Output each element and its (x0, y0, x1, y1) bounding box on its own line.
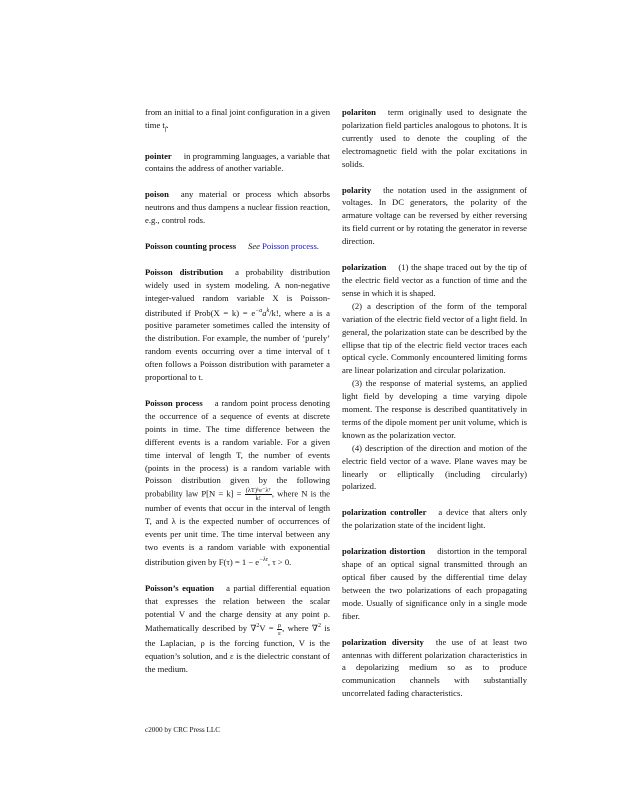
definition-pointer: in programming languages, a variable that contains the address of another variable. (145, 150, 330, 174)
term-polarization: polarization (342, 262, 387, 273)
term-polariton: polariton (342, 107, 376, 117)
term-poison: poison (145, 189, 169, 200)
fraction-numerator: (λT)ᵏe⁻λᵀ (245, 487, 271, 495)
definition-poisson-distribution-3: /k!, where a is a positive parameter sometimes called the intensity of the distribution. For example, the number of ‘purely’ random events occurring over a time interval of t often follows a Poisson distribution with parameter a proportional to t. (145, 307, 330, 383)
definition-poisson-process-1: a random point process denoting the occurrence of a sequence of events at discrete points in time. The time difference between the different events is a random variable. For a given time interval of length T, the number of events (points in the process) is a random variable with Poisson distribution given by the following probability law P[N = k] = (145, 397, 330, 499)
poisson-probability-fraction (245, 487, 272, 502)
polarization-paragraph-3: (3) the response of material systems, an applied light field by developing a time varying dipole moment. The response is described quantitatively in terms of the dipole moment per unit volume, which is known as the polarization vector. (342, 378, 527, 440)
continuation-subscript: f (164, 126, 167, 133)
continuation-text: from an initial to a final joint configuration in a given time t (145, 107, 330, 130)
entry-poison (145, 188, 330, 227)
definition-poison: any material or process which absorbs neutrons and thus dampens a nuclear fission reaction, e.g., control rods. (145, 189, 330, 226)
polarization-paragraph-2: (2) a description of the form of the temporal variation of the electric field vector of a light field. In general, the polarization state can be described by the ellipse that tip of the electric field vector traces each optical cycle. Commonly encountered limiting forms are linear polarization and circular polarization. (342, 300, 527, 376)
definition-poissons-equation-2: V = (259, 623, 274, 634)
exponent-lambda-tau: −λτ (259, 556, 268, 563)
term-polarity: polarity (342, 184, 372, 195)
superscript-2b: 2 (317, 623, 321, 630)
entry-polarization-controller (342, 506, 527, 532)
term-pointer: pointer (145, 150, 172, 161)
polarization-paragraph-1: (1) the shape traced out by the tip of the electric field vector as a function of time and the sense in which it is shaped. (342, 262, 527, 298)
term-poisson-counting-process: Poisson counting process (145, 241, 237, 252)
fraction-epsilon: ε (278, 629, 281, 637)
left-column (145, 106, 330, 689)
entry-polarization-distortion (342, 545, 527, 622)
definition-poisson-distribution-2: a (262, 307, 267, 318)
polarization-paragraph-4: (4) description of the direction and motion of the electric field vector of a wave. Plane waves may be linearly or elliptically (including circularly) polarized. (342, 442, 527, 492)
term-polarization-distortion: polarization distortion (342, 546, 426, 557)
definition-poisson-distribution-1: a probability distribution widely used in system modeling. A non-negative integer-valued random variable X is Poisson-distributed if Prob(X = k) = e (145, 266, 331, 318)
right-column (342, 106, 527, 713)
exponent-k: k (266, 307, 270, 314)
exponent-neg-a: −a (255, 307, 263, 314)
term-polarization-diversity: polarization diversity (342, 636, 424, 647)
term-polarization-controller: polarization controller (342, 507, 427, 518)
entry-polarization (342, 261, 527, 493)
definition-polarization-distortion: distortion in the temporal shape of an optical signal transmitted through an optical fiber caused by the differential time delay between the two polarizations of each propagating mode. Usually of significance only in a single mode fiber. (342, 546, 528, 621)
entry-poisson-distribution (145, 266, 330, 384)
see-poisson-process-link[interactable]: Poisson process. (262, 241, 319, 252)
definition-polarization-diversity: the use of at least two antennas with different polarization characteristics in a depolarizing medium so as to produce communication channels with substantially uncorrelated fading characteristics. (342, 636, 527, 699)
term-poisson-process: Poisson process (145, 397, 203, 408)
definition-poissons-equation-4: is the Laplacian, ρ is the forcing function, V is the equation’s solution, and ε is the dielectric constant of the medium. (145, 623, 330, 674)
definition-poisson-process-3: , τ > 0. (267, 556, 292, 567)
entry-poissons-equation (145, 582, 330, 676)
entry-poisson-process (145, 397, 330, 569)
copyright-footer: c2000 by CRC Press LLC (145, 726, 221, 734)
fraction-denominator: k! (255, 495, 261, 503)
definition-poissons-equation-1: a partial differential equation that expresses the relation between the scalar potential V and the charge density at any point ρ. Mathematically described by ∇ (145, 582, 330, 634)
continuation-entry (145, 106, 330, 137)
entry-pointer (145, 150, 330, 176)
definition-polarization-controller: a device that alters only the polarization state of the incident light. (342, 507, 527, 531)
fraction-rho: ρ (277, 621, 282, 629)
entry-polarization-diversity (342, 636, 527, 701)
term-poissons-equation: Poisson’s equation (145, 582, 215, 593)
definition-polarity: the notation used in the assignment of voltages. In DC generators, the polarity of the armature voltage can be reversed by either reversing its field current or by rotating the generator in reverse direction. (342, 184, 527, 247)
definition-poissons-equation-3: , where ∇ (282, 623, 318, 634)
definition-polariton: term originally used to designate the polarization field particles analogous to photons. It is currently used to denote the coupling of the electromagnetic field with the polar excitations in solids. (342, 107, 527, 169)
superscript-2a: 2 (256, 623, 260, 630)
entry-polarity (342, 184, 527, 249)
continuation-end: . (166, 119, 169, 130)
definition-poisson-process-2: , where N is the number of events that occur in the interval of length T, and λ is the expected number of occurrences of events per unit time. The time interval between any two events is a random variable with exponential distribution given by F(τ) = 1 − e (145, 488, 330, 567)
entry-poisson-counting-process (145, 240, 330, 253)
term-poisson-distribution: Poisson distribution (145, 266, 224, 277)
entry-polariton (342, 106, 527, 171)
see-label: See (248, 241, 260, 252)
